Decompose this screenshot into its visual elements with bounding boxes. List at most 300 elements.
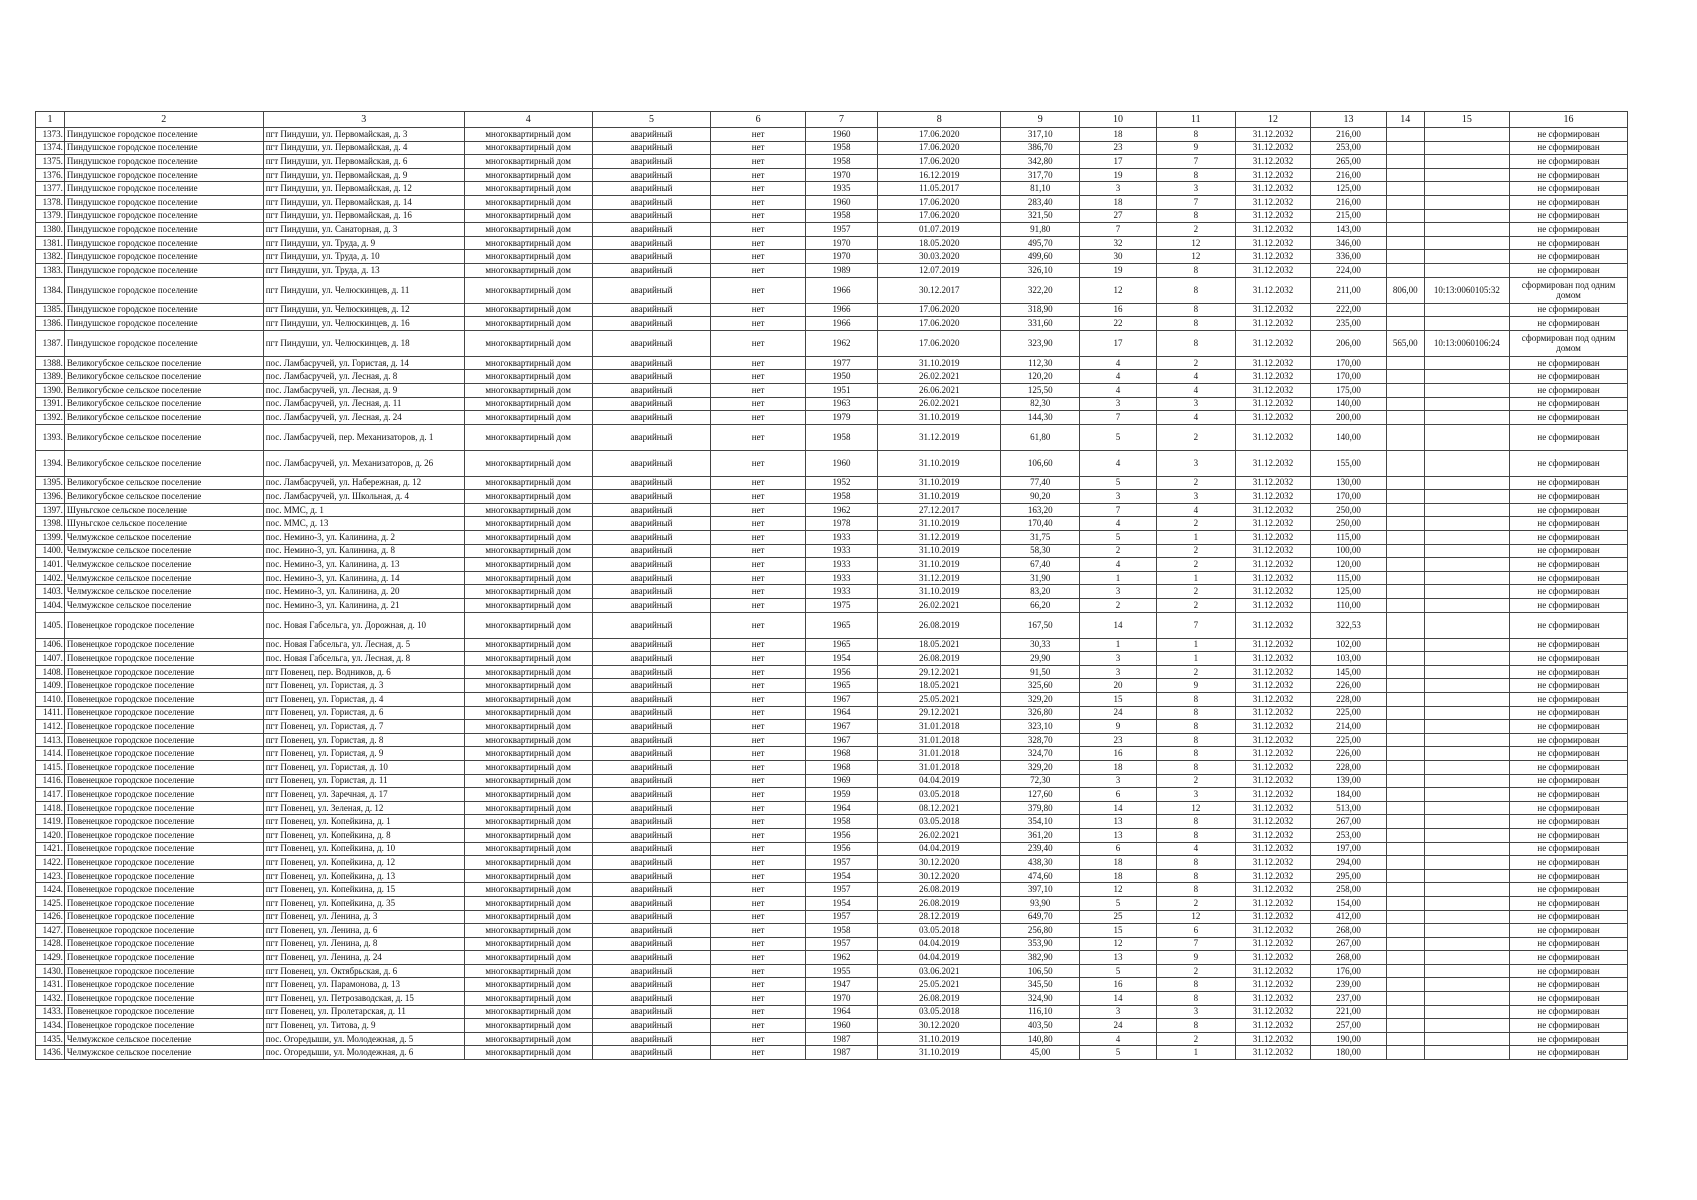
cell-settlement: Пиндушское городское поселение	[64, 141, 263, 155]
table-row	[36, 937, 1628, 951]
cell-condition: аварийный	[592, 760, 711, 774]
cell-cultural-heritage: нет	[711, 490, 805, 504]
cell-land-plot-status: не сформирован	[1510, 760, 1628, 774]
cell-recognition-date: 27.12.2017	[878, 503, 1001, 517]
cell-residents: 3	[1080, 585, 1157, 599]
cell-land-plot-status: не сформирован	[1510, 788, 1628, 802]
cell-recognition-date: 17.06.2020	[878, 128, 1001, 142]
cell-address: пгт Повенец, ул. Копейкина, д. 35	[263, 896, 464, 910]
cell-building-type: многоквартирный дом	[464, 585, 592, 599]
cell-land-cost: 258,00	[1311, 883, 1387, 897]
cell-planned-resettlement-date: 31.12.2032	[1235, 992, 1311, 1006]
cell-recognition-date: 31.10.2019	[878, 450, 1001, 476]
cell-settlement: Повенецкое городское поселение	[64, 964, 263, 978]
cell-recognition-date: 31.12.2019	[878, 571, 1001, 585]
cell-building-type: многоквартирный дом	[464, 411, 592, 425]
cell-settlement: Пиндушское городское поселение	[64, 128, 263, 142]
cell-area: 318,90	[1001, 303, 1080, 317]
cell-land-cost: 226,00	[1311, 679, 1387, 693]
cell-cadastral-number	[1424, 801, 1510, 815]
cell-condition: аварийный	[592, 303, 711, 317]
cell-cultural-heritage: нет	[711, 774, 805, 788]
table-row	[36, 612, 1628, 638]
cell-building-type: многоквартирный дом	[464, 774, 592, 788]
cell-settlement: Пиндушское городское поселение	[64, 303, 263, 317]
cell-row-number: 1427.	[36, 924, 65, 938]
cell-land-cost: 221,00	[1311, 1005, 1387, 1019]
cell-land-area	[1386, 964, 1424, 978]
cell-cadastral-number	[1424, 370, 1510, 384]
cell-land-area	[1386, 612, 1424, 638]
cell-cadastral-number	[1424, 978, 1510, 992]
cell-cadastral-number	[1424, 612, 1510, 638]
cell-cadastral-number	[1424, 182, 1510, 196]
cell-apartments: 8	[1156, 869, 1235, 883]
cell-condition: аварийный	[592, 951, 711, 965]
cell-recognition-date: 17.06.2020	[878, 155, 1001, 169]
cell-land-area	[1386, 490, 1424, 504]
cell-cadastral-number	[1424, 209, 1510, 223]
cell-land-plot-status: не сформирован	[1510, 720, 1628, 734]
cell-row-number: 1429.	[36, 951, 65, 965]
cell-residents: 5	[1080, 424, 1157, 450]
cell-area: 72,30	[1001, 774, 1080, 788]
cell-building-type: многоквартирный дом	[464, 517, 592, 531]
cell-cadastral-number	[1424, 128, 1510, 142]
cell-cadastral-number	[1424, 720, 1510, 734]
cell-row-number: 1375.	[36, 155, 65, 169]
cell-land-plot-status: не сформирован	[1510, 599, 1628, 613]
cell-settlement: Повенецкое городское поселение	[64, 910, 263, 924]
cell-land-area	[1386, 263, 1424, 277]
table-row	[36, 263, 1628, 277]
cell-condition: аварийный	[592, 937, 711, 951]
cell-land-area	[1386, 693, 1424, 707]
cell-land-cost: 239,00	[1311, 978, 1387, 992]
cell-residents: 18	[1080, 856, 1157, 870]
cell-building-type: многоквартирный дом	[464, 236, 592, 250]
cell-planned-resettlement-date: 31.12.2032	[1235, 277, 1311, 303]
cell-building-type: многоквартирный дом	[464, 828, 592, 842]
cell-area: 45,00	[1001, 1046, 1080, 1060]
cell-building-type: многоквартирный дом	[464, 815, 592, 829]
cell-land-plot-status: не сформирован	[1510, 1005, 1628, 1019]
cell-cultural-heritage: нет	[711, 788, 805, 802]
cell-building-type: многоквартирный дом	[464, 263, 592, 277]
cell-settlement: Великогубское сельское поселение	[64, 370, 263, 384]
cell-row-number: 1432.	[36, 992, 65, 1006]
cell-cadastral-number	[1424, 706, 1510, 720]
cell-land-cost: 102,00	[1311, 638, 1387, 652]
cell-build-year: 1956	[805, 665, 877, 679]
cell-row-number: 1374.	[36, 141, 65, 155]
table-row	[36, 599, 1628, 613]
cell-row-number: 1380.	[36, 223, 65, 237]
cell-row-number: 1425.	[36, 896, 65, 910]
cell-land-cost: 175,00	[1311, 383, 1387, 397]
cell-recognition-date: 31.12.2019	[878, 424, 1001, 450]
cell-cultural-heritage: нет	[711, 128, 805, 142]
cell-cadastral-number	[1424, 883, 1510, 897]
cell-cadastral-number	[1424, 250, 1510, 264]
cell-land-cost: 216,00	[1311, 195, 1387, 209]
table-row	[36, 896, 1628, 910]
cell-land-cost: 322,53	[1311, 612, 1387, 638]
cell-cultural-heritage: нет	[711, 330, 805, 356]
cell-row-number: 1404.	[36, 599, 65, 613]
cell-address: пос. Ламбасручей, ул. Лесная, д. 24	[263, 411, 464, 425]
cell-cultural-heritage: нет	[711, 992, 805, 1006]
cell-planned-resettlement-date: 31.12.2032	[1235, 733, 1311, 747]
cell-build-year: 1954	[805, 652, 877, 666]
cell-cadastral-number	[1424, 141, 1510, 155]
table-row	[36, 397, 1628, 411]
cell-cadastral-number	[1424, 815, 1510, 829]
cell-apartments: 8	[1156, 733, 1235, 747]
cell-area: 438,30	[1001, 856, 1080, 870]
cell-cultural-heritage: нет	[711, 937, 805, 951]
column-header-2: 2	[64, 112, 263, 128]
cell-settlement: Повенецкое городское поселение	[64, 788, 263, 802]
cell-land-cost: 125,00	[1311, 182, 1387, 196]
cell-condition: аварийный	[592, 531, 711, 545]
cell-area: 323,90	[1001, 330, 1080, 356]
cell-recognition-date: 18.05.2020	[878, 236, 1001, 250]
cell-cultural-heritage: нет	[711, 883, 805, 897]
cell-address: пос. Немино-3, ул. Калинина, д. 14	[263, 571, 464, 585]
cell-apartments: 6	[1156, 924, 1235, 938]
cell-residents: 24	[1080, 1019, 1157, 1033]
cell-residents: 3	[1080, 1005, 1157, 1019]
cell-recognition-date: 08.12.2021	[878, 801, 1001, 815]
cell-apartments: 1	[1156, 1046, 1235, 1060]
table-row	[36, 638, 1628, 652]
cell-cultural-heritage: нет	[711, 747, 805, 761]
cell-planned-resettlement-date: 31.12.2032	[1235, 490, 1311, 504]
cell-cadastral-number: 10:13:0060105:32	[1424, 277, 1510, 303]
cell-apartments: 3	[1156, 490, 1235, 504]
cell-row-number: 1417.	[36, 788, 65, 802]
cell-planned-resettlement-date: 31.12.2032	[1235, 679, 1311, 693]
cell-condition: аварийный	[592, 356, 711, 370]
cell-land-area	[1386, 1046, 1424, 1060]
cell-apartments: 2	[1156, 1032, 1235, 1046]
cell-planned-resettlement-date: 31.12.2032	[1235, 1032, 1311, 1046]
cell-cultural-heritage: нет	[711, 236, 805, 250]
cell-land-plot-status: не сформирован	[1510, 168, 1628, 182]
cell-area: 321,50	[1001, 209, 1080, 223]
cell-settlement: Шуньгское сельское поселение	[64, 503, 263, 517]
table-row	[36, 815, 1628, 829]
table-row	[36, 585, 1628, 599]
cell-residents: 16	[1080, 747, 1157, 761]
cell-land-area	[1386, 128, 1424, 142]
cell-row-number: 1414.	[36, 747, 65, 761]
cell-address: пос. Огоредыши, ул. Молодежная, д. 5	[263, 1032, 464, 1046]
cell-apartments: 8	[1156, 992, 1235, 1006]
cell-land-cost: 170,00	[1311, 370, 1387, 384]
cell-land-cost: 216,00	[1311, 128, 1387, 142]
cell-area: 106,50	[1001, 964, 1080, 978]
table-row	[36, 209, 1628, 223]
cell-settlement: Шуньгское сельское поселение	[64, 517, 263, 531]
housing-registry-table	[35, 111, 1628, 1060]
cell-land-plot-status: не сформирован	[1510, 155, 1628, 169]
cell-land-area	[1386, 250, 1424, 264]
cell-cadastral-number	[1424, 869, 1510, 883]
cell-recognition-date: 17.06.2020	[878, 303, 1001, 317]
cell-land-area	[1386, 801, 1424, 815]
cell-cadastral-number	[1424, 951, 1510, 965]
cell-area: 326,80	[1001, 706, 1080, 720]
cell-building-type: многоквартирный дом	[464, 168, 592, 182]
cell-settlement: Великогубское сельское поселение	[64, 356, 263, 370]
cell-land-area	[1386, 571, 1424, 585]
cell-recognition-date: 03.05.2018	[878, 1005, 1001, 1019]
cell-condition: аварийный	[592, 517, 711, 531]
cell-area: 397,10	[1001, 883, 1080, 897]
cell-planned-resettlement-date: 31.12.2032	[1235, 141, 1311, 155]
cell-row-number: 1393.	[36, 424, 65, 450]
cell-cultural-heritage: нет	[711, 733, 805, 747]
cell-land-cost: 125,00	[1311, 585, 1387, 599]
cell-cultural-heritage: нет	[711, 141, 805, 155]
cell-area: 82,30	[1001, 397, 1080, 411]
cell-land-cost: 170,00	[1311, 356, 1387, 370]
cell-cadastral-number	[1424, 599, 1510, 613]
cell-land-plot-status: не сформирован	[1510, 356, 1628, 370]
cell-cadastral-number	[1424, 383, 1510, 397]
cell-cultural-heritage: нет	[711, 828, 805, 842]
cell-cadastral-number	[1424, 585, 1510, 599]
cell-area: 649,70	[1001, 910, 1080, 924]
cell-build-year: 1933	[805, 544, 877, 558]
cell-land-plot-status: не сформирован	[1510, 869, 1628, 883]
cell-build-year: 1933	[805, 531, 877, 545]
cell-land-cost: 267,00	[1311, 815, 1387, 829]
cell-cultural-heritage: нет	[711, 450, 805, 476]
cell-cultural-heritage: нет	[711, 1019, 805, 1033]
cell-row-number: 1436.	[36, 1046, 65, 1060]
cell-residents: 16	[1080, 303, 1157, 317]
cell-land-area	[1386, 706, 1424, 720]
cell-settlement: Повенецкое городское поселение	[64, 612, 263, 638]
table-row	[36, 383, 1628, 397]
cell-condition: аварийный	[592, 450, 711, 476]
cell-cultural-heritage: нет	[711, 842, 805, 856]
cell-build-year: 1970	[805, 250, 877, 264]
cell-row-number: 1408.	[36, 665, 65, 679]
cell-condition: аварийный	[592, 1005, 711, 1019]
cell-row-number: 1406.	[36, 638, 65, 652]
cell-apartments: 2	[1156, 356, 1235, 370]
cell-land-cost: 120,00	[1311, 558, 1387, 572]
cell-address: пос. Немино-3, ул. Калинина, д. 2	[263, 531, 464, 545]
cell-address: пгт Повенец, ул. Заречная, д. 17	[263, 788, 464, 802]
cell-planned-resettlement-date: 31.12.2032	[1235, 303, 1311, 317]
cell-apartments: 1	[1156, 652, 1235, 666]
cell-land-cost: 265,00	[1311, 155, 1387, 169]
cell-residents: 12	[1080, 277, 1157, 303]
cell-land-cost: 257,00	[1311, 1019, 1387, 1033]
cell-recognition-date: 04.04.2019	[878, 842, 1001, 856]
table-row	[36, 503, 1628, 517]
cell-cadastral-number	[1424, 531, 1510, 545]
cell-row-number: 1415.	[36, 760, 65, 774]
cell-cadastral-number	[1424, 992, 1510, 1006]
cell-address: пос. Ламбасручей, ул. Лесная, д. 8	[263, 370, 464, 384]
cell-recognition-date: 31.10.2019	[878, 490, 1001, 504]
cell-residents: 4	[1080, 1032, 1157, 1046]
cell-land-area	[1386, 638, 1424, 652]
cell-area: 324,90	[1001, 992, 1080, 1006]
cell-residents: 25	[1080, 910, 1157, 924]
cell-recognition-date: 17.06.2020	[878, 195, 1001, 209]
cell-recognition-date: 31.01.2018	[878, 760, 1001, 774]
cell-building-type: многоквартирный дом	[464, 370, 592, 384]
cell-address: пгт Пиндуши, ул. Первомайская, д. 12	[263, 182, 464, 196]
cell-residents: 4	[1080, 558, 1157, 572]
cell-build-year: 1957	[805, 910, 877, 924]
cell-planned-resettlement-date: 31.12.2032	[1235, 397, 1311, 411]
cell-condition: аварийный	[592, 679, 711, 693]
cell-address: пгт Повенец, ул. Копейкина, д. 8	[263, 828, 464, 842]
table-row	[36, 330, 1628, 356]
cell-area: 386,70	[1001, 141, 1080, 155]
cell-land-cost: 214,00	[1311, 720, 1387, 734]
cell-planned-resettlement-date: 31.12.2032	[1235, 1019, 1311, 1033]
cell-planned-resettlement-date: 31.12.2032	[1235, 869, 1311, 883]
cell-apartments: 8	[1156, 128, 1235, 142]
table-row	[36, 842, 1628, 856]
cell-land-plot-status: не сформирован	[1510, 856, 1628, 870]
cell-condition: аварийный	[592, 964, 711, 978]
cell-land-area	[1386, 195, 1424, 209]
cell-build-year: 1958	[805, 141, 877, 155]
cell-settlement: Повенецкое городское поселение	[64, 842, 263, 856]
cell-land-area	[1386, 1032, 1424, 1046]
cell-apartments: 4	[1156, 503, 1235, 517]
cell-land-area	[1386, 910, 1424, 924]
cell-land-area	[1386, 1005, 1424, 1019]
cell-build-year: 1958	[805, 424, 877, 450]
cell-build-year: 1957	[805, 883, 877, 897]
cell-land-plot-status: не сформирован	[1510, 842, 1628, 856]
cell-area: 323,10	[1001, 720, 1080, 734]
cell-land-plot-status: не сформирован	[1510, 544, 1628, 558]
cell-land-cost: 200,00	[1311, 411, 1387, 425]
cell-recognition-date: 25.05.2021	[878, 693, 1001, 707]
cell-land-area	[1386, 182, 1424, 196]
cell-address: пгт Пиндуши, ул. Первомайская, д. 6	[263, 155, 464, 169]
cell-settlement: Повенецкое городское поселение	[64, 1005, 263, 1019]
cell-apartments: 12	[1156, 910, 1235, 924]
cell-land-area	[1386, 842, 1424, 856]
cell-settlement: Повенецкое городское поселение	[64, 869, 263, 883]
cell-land-cost: 268,00	[1311, 951, 1387, 965]
cell-area: 382,90	[1001, 951, 1080, 965]
cell-address: пгт Повенец, ул. Петрозаводская, д. 15	[263, 992, 464, 1006]
cell-row-number: 1419.	[36, 815, 65, 829]
cell-row-number: 1409.	[36, 679, 65, 693]
table-row	[36, 801, 1628, 815]
table-row	[36, 1032, 1628, 1046]
column-header-15: 15	[1424, 112, 1510, 128]
table-row	[36, 356, 1628, 370]
cell-cultural-heritage: нет	[711, 760, 805, 774]
cell-apartments: 8	[1156, 883, 1235, 897]
cell-address: пгт Повенец, ул. Гористая, д. 11	[263, 774, 464, 788]
cell-condition: аварийный	[592, 869, 711, 883]
cell-cadastral-number	[1424, 397, 1510, 411]
cell-land-cost: 155,00	[1311, 450, 1387, 476]
cell-building-type: многоквартирный дом	[464, 531, 592, 545]
cell-settlement: Пиндушское городское поселение	[64, 155, 263, 169]
cell-cultural-heritage: нет	[711, 896, 805, 910]
cell-residents: 24	[1080, 706, 1157, 720]
cell-cadastral-number: 10:13:0060106:24	[1424, 330, 1510, 356]
table-row	[36, 128, 1628, 142]
cell-cadastral-number	[1424, 1005, 1510, 1019]
cell-land-cost: 336,00	[1311, 250, 1387, 264]
cell-building-type: многоквартирный дом	[464, 317, 592, 331]
cell-land-cost: 143,00	[1311, 223, 1387, 237]
cell-recognition-date: 31.10.2019	[878, 558, 1001, 572]
cell-cadastral-number	[1424, 828, 1510, 842]
cell-apartments: 8	[1156, 978, 1235, 992]
cell-row-number: 1386.	[36, 317, 65, 331]
cell-land-cost: 130,00	[1311, 476, 1387, 490]
cell-settlement: Повенецкое городское поселение	[64, 937, 263, 951]
cell-residents: 18	[1080, 195, 1157, 209]
cell-planned-resettlement-date: 31.12.2032	[1235, 828, 1311, 842]
cell-residents: 17	[1080, 155, 1157, 169]
table-row	[36, 303, 1628, 317]
cell-cadastral-number	[1424, 1032, 1510, 1046]
cell-address: пос. Ламбасручей, ул. Школьная, д. 4	[263, 490, 464, 504]
table-row	[36, 774, 1628, 788]
cell-row-number: 1385.	[36, 303, 65, 317]
cell-planned-resettlement-date: 31.12.2032	[1235, 450, 1311, 476]
cell-land-plot-status: не сформирован	[1510, 964, 1628, 978]
cell-residents: 32	[1080, 236, 1157, 250]
cell-residents: 3	[1080, 182, 1157, 196]
cell-settlement: Великогубское сельское поселение	[64, 424, 263, 450]
cell-settlement: Повенецкое городское поселение	[64, 924, 263, 938]
cell-condition: аварийный	[592, 842, 711, 856]
cell-land-area	[1386, 585, 1424, 599]
cell-recognition-date: 26.08.2019	[878, 896, 1001, 910]
cell-land-cost: 190,00	[1311, 1032, 1387, 1046]
cell-building-type: многоквартирный дом	[464, 1005, 592, 1019]
cell-address: пгт Повенец, ул. Гористая, д. 10	[263, 760, 464, 774]
cell-build-year: 1987	[805, 1046, 877, 1060]
cell-land-plot-status: не сформирован	[1510, 383, 1628, 397]
cell-building-type: многоквартирный дом	[464, 303, 592, 317]
cell-land-cost: 268,00	[1311, 924, 1387, 938]
cell-build-year: 1968	[805, 747, 877, 761]
cell-land-plot-status: не сформирован	[1510, 1046, 1628, 1060]
cell-build-year: 1956	[805, 842, 877, 856]
cell-planned-resettlement-date: 31.12.2032	[1235, 706, 1311, 720]
table-row	[36, 951, 1628, 965]
cell-row-number: 1410.	[36, 693, 65, 707]
cell-row-number: 1399.	[36, 531, 65, 545]
cell-residents: 12	[1080, 937, 1157, 951]
cell-residents: 1	[1080, 571, 1157, 585]
cell-building-type: многоквартирный дом	[464, 733, 592, 747]
cell-land-cost: 412,00	[1311, 910, 1387, 924]
